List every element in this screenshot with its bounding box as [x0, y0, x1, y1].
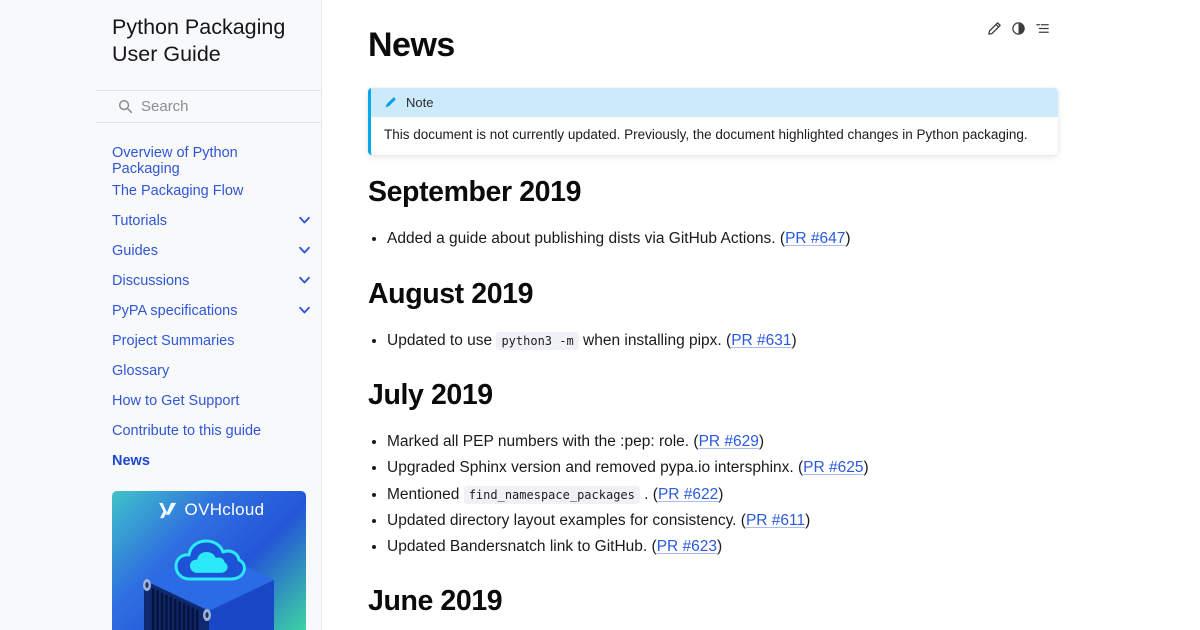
search-placeholder: Search — [141, 98, 189, 115]
section-heading: August 2019 — [368, 278, 534, 310]
theme-contrast-icon — [1011, 21, 1026, 36]
edit-pencil-icon — [987, 21, 1002, 36]
sidebar-item-label: Contribute to this guide — [112, 423, 262, 439]
page-toolbar — [987, 21, 1050, 36]
section-september-2019 — [368, 176, 1058, 252]
changelog-item: • Updated directory layout examples for consistency. (PR #611) — [387, 508, 1058, 534]
page-title: News — [368, 26, 455, 64]
search-icon — [118, 99, 133, 114]
sidebar-item-label: News — [112, 453, 150, 469]
note-pencil-icon — [384, 96, 397, 109]
changelog-list — [368, 226, 1058, 252]
sidebar-item-discussions[interactable] — [0, 266, 322, 296]
note-admonition — [368, 88, 1058, 155]
section-june-2019 — [368, 585, 1058, 618]
changelog-list — [368, 328, 1058, 354]
note-text: This document is not currently updated. Previously, the document highlighted changes in Python packaging. — [384, 127, 1028, 142]
section-heading: June 2019 — [368, 585, 503, 617]
sidebar-item-label: Glossary — [112, 363, 170, 379]
changelog-item: • Updated Bandersnatch link to GitHub. (PR #623) — [387, 534, 1058, 560]
sidebar-item-pypa-specifications[interactable] — [0, 296, 322, 326]
ovhcloud-logo — [112, 500, 306, 520]
changelog-item: • Mentioned find_namespace_packages . (PR #622) — [387, 482, 1058, 508]
sidebar-item-overview-of-python-packaging[interactable] — [0, 146, 322, 176]
changelog-item: • Updated to use python3 -m when installing pipx. (PR #631) — [387, 328, 1058, 354]
server-illustration — [112, 529, 306, 630]
section-july-2019 — [368, 379, 1058, 560]
changelog-item: • Upgraded Sphinx version and removed pypa.io intersphinx. (PR #625) — [387, 455, 1058, 481]
sidebar-item-label: Overview of Python Packaging — [112, 145, 238, 177]
sidebar-item-project-summaries[interactable] — [0, 326, 322, 356]
pr-link[interactable]: PR #629 — [698, 433, 759, 450]
pr-link[interactable]: PR #623 — [656, 538, 718, 556]
toc-icon — [1035, 21, 1050, 36]
section-august-2019 — [368, 278, 1058, 354]
sidebar-item-news[interactable] — [0, 446, 322, 476]
ovhcloud-brand-text: OVHcloud — [184, 500, 265, 519]
chevron-down-icon[interactable] — [299, 275, 310, 286]
sponsor-ad[interactable] — [112, 491, 306, 630]
sidebar-item-glossary[interactable] — [0, 356, 322, 386]
toc-button[interactable] — [1035, 21, 1050, 36]
note-title — [371, 88, 1058, 117]
sidebar-item-label: Project Summaries — [112, 333, 235, 349]
sidebar — [0, 0, 322, 630]
chevron-down-icon[interactable] — [299, 245, 310, 256]
theme-toggle-button[interactable] — [1011, 21, 1026, 36]
changelog-list — [368, 429, 1058, 560]
ovhcloud-logo-icon — [154, 502, 178, 519]
sidebar-item-label: The Packaging Flow — [112, 183, 244, 199]
sidebar-nav — [0, 146, 322, 476]
inline-code: find_namespace_packages — [464, 486, 640, 504]
sidebar-item-the-packaging-flow[interactable] — [0, 176, 322, 206]
sidebar-item-label: PyPA specifications — [112, 303, 238, 319]
sidebar-item-contribute-to-this-guide[interactable] — [0, 416, 322, 446]
sidebar-item-label: How to Get Support — [112, 393, 240, 409]
changelog-item: • Marked all PEP numbers with the :pep: role. (PR #629) — [387, 429, 1058, 455]
note-label: Note — [406, 95, 434, 110]
section-heading: July 2019 — [368, 379, 493, 411]
sidebar-item-tutorials[interactable] — [0, 206, 322, 236]
edit-source-button[interactable] — [987, 21, 1002, 36]
sidebar-item-label: Tutorials — [112, 213, 168, 229]
pr-link[interactable]: PR #647 — [785, 230, 846, 247]
pr-link[interactable]: PR #631 — [731, 332, 792, 349]
sidebar-item-label: Discussions — [112, 273, 190, 289]
pr-link[interactable]: PR #611 — [745, 511, 806, 529]
pr-link[interactable]: PR #622 — [657, 485, 719, 503]
chevron-down-icon[interactable] — [299, 215, 310, 226]
sidebar-item-how-to-get-support[interactable] — [0, 386, 322, 416]
cloud-icon — [176, 541, 244, 579]
sidebar-item-label: Guides — [112, 243, 158, 259]
changelog-item: • Added a guide about publishing dists via GitHub Actions. (PR #647) — [387, 226, 1058, 252]
section-heading: September 2019 — [368, 176, 582, 208]
inline-code: python3 -m — [496, 332, 578, 350]
search-input[interactable] — [96, 90, 322, 123]
chevron-down-icon[interactable] — [299, 305, 310, 316]
pr-link[interactable]: PR #625 — [803, 459, 864, 477]
site-title[interactable]: Python Packaging User Guide — [112, 15, 286, 66]
sidebar-item-guides[interactable] — [0, 236, 322, 266]
